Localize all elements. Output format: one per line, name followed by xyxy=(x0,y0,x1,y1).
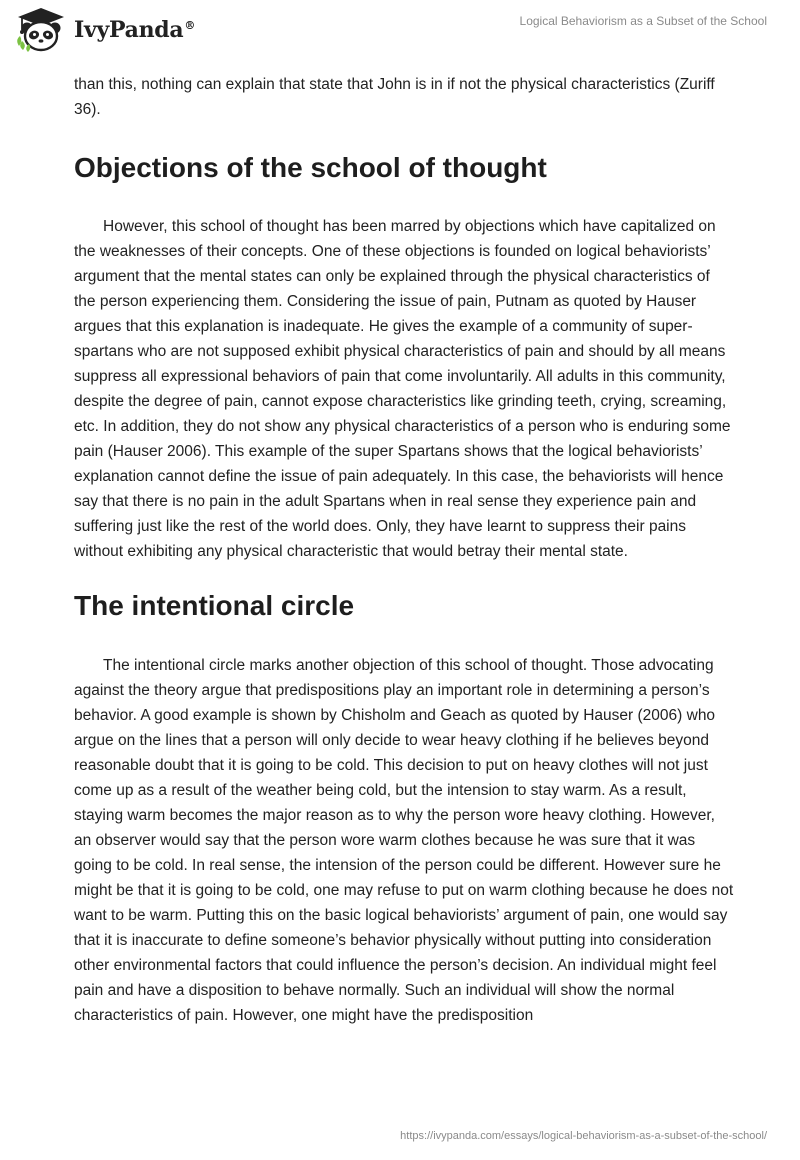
section-heading-objections: Objections of the school of thought xyxy=(74,152,547,183)
logo-text: IvyPanda® xyxy=(74,17,196,43)
panda-graduation-icon xyxy=(14,6,68,54)
objections-paragraph: However, this school of thought has been marred by objections which have capitalized on the weaknesses of their concepts. One of these objections is founded on logical behaviorists’ argument that the mental states can only be explained through the physical characteristics of the person experiencing them. Considering the issue of pain, Putnam as quoted by Hauser argues that this explanation is inadequate. He gives the example of a community of super-spartans who are not supposed exhibit physical characteristics of pain and should by all means suppress all expressional behaviors of pain that come involuntarily. All adults in this community, despite the degree of pain, cannot expose characteristics like grinding teeth, crying, screaming, etc. In addition, they do not show any physical characteristics of a person who is enduring some pain (Hauser 2006). This example of the super Spartans shows that the logical behaviorists’ explanation cannot define the issue of pain adequately. In this case, the behaviorists will hence say that there is no pain in the adult Spartans when in real sense they experience pain and suffering just like the rest of the world does. Only, they have learnt to suppress their pains without exhibiting any physical characteristic that would betray their mental state. xyxy=(74,218,731,560)
intentional-circle-paragraph: The intentional circle marks another objection of this school of thought. Those advocating against the theory argue that predispositions play an important role in determining a person’s behavior. A good example is shown by Chisholm and Geach as quoted by Hauser (2006) who argue on the lines that a person will only decide to wear heavy clothing if he believes beyond reasonable doubt that it is going to be cold. This decision to put on heavy clothes will not just come up as a result of the weather being cold, but the intension to stay warm. As a result, staying warm becomes the major reason as to why the person wore heavy clothing. However, an observer would say that the person wore warm clothes because he was sure that it was going to be cold. In real sense, the intension of the person could be different. However sure he might be that it is going to be cold, one may refuse to put on warm clothing because he does not want to be warm. Putting this on the basic logical behaviorists’ argument of pain, one would say that it is inaccurate to define someone’s behavior physically without putting into consideration other environmental factors that could influence the person’s decision. An individual might feel pain and have a disposition to behave normally. Such an individual will show the normal characteristics of pain. However, one might have the predisposition xyxy=(74,657,734,1024)
page-header xyxy=(0,0,800,60)
ivypanda-logo[interactable] xyxy=(14,6,195,54)
essay-body xyxy=(74,72,734,1028)
section-heading-intentional-circle: The intentional circle xyxy=(74,590,355,621)
document-title: Logical Behaviorism as a Subset of the School xyxy=(519,14,767,28)
registered-mark: ® xyxy=(184,18,196,32)
intro-paragraph: than this, nothing can explain that state that John is in if not the physical characteristics (Zuriff 36). xyxy=(74,76,715,118)
source-url[interactable]: https://ivypanda.com/essays/logical-behaviorism-as-a-subset-of-the-school/ xyxy=(400,1130,767,1142)
